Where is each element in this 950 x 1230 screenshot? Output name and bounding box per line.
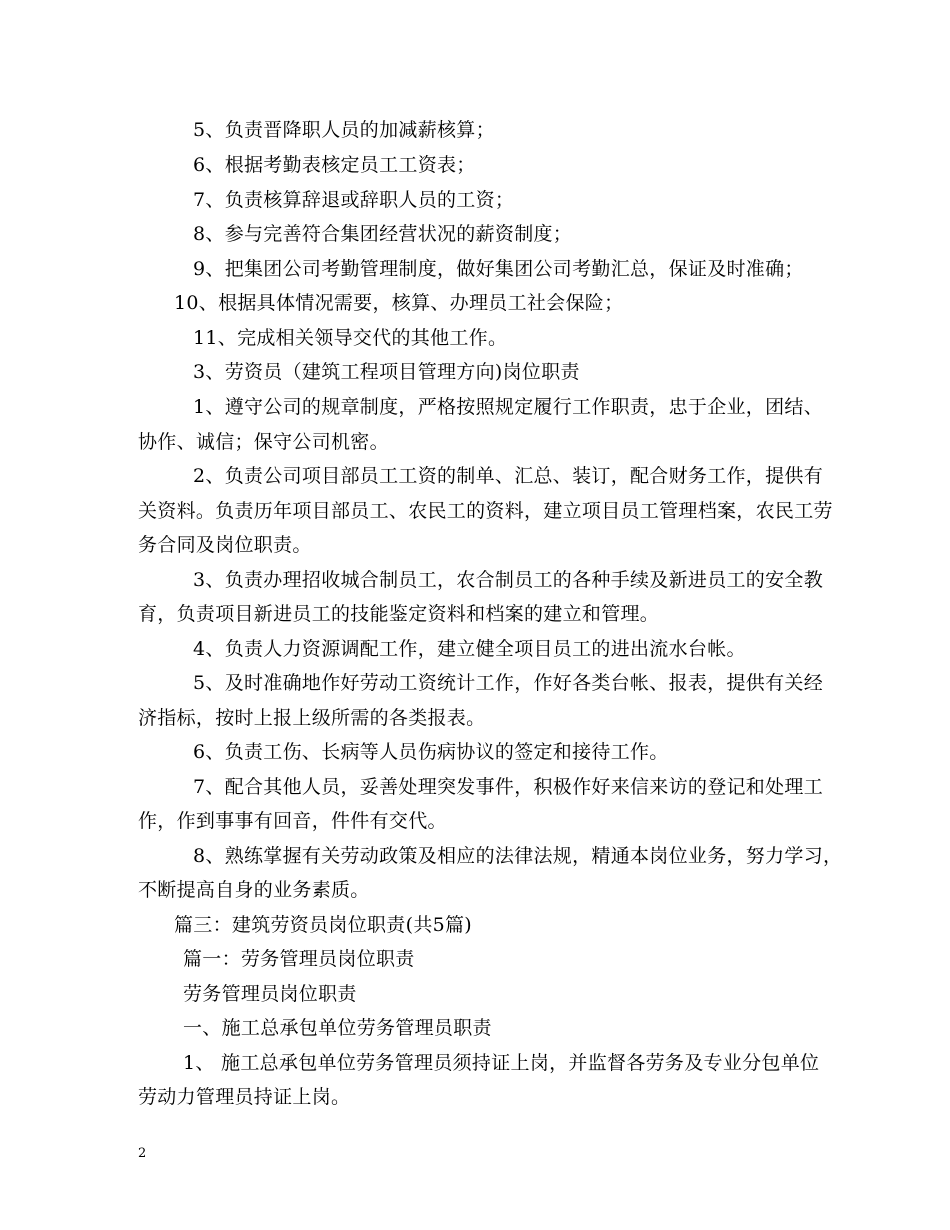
text-line: 1、 施工总承包单位劳务管理员须持证上岗，并监督各劳务及专业分包单位 — [183, 1052, 820, 1074]
section-heading: 劳务管理员岗位职责 — [183, 983, 357, 1005]
text-line: 作，作到事事有回音，件件有交代。 — [138, 810, 447, 832]
text-line: 协作、诚信；保守公司机密。 — [138, 431, 389, 453]
text-line: 10、根据具体情况需要，核算、办理员工社会保险； — [174, 292, 624, 314]
text-line: 2、负责公司项目部员工工资的制单、汇总、装订，配合财务工作，提供有 — [193, 465, 823, 487]
section-heading: 篇一：劳务管理员岗位职责 — [183, 948, 415, 970]
text-line: 育，负责项目新进员工的技能鉴定资料和档案的建立和管理。 — [138, 603, 660, 625]
text-line: 3、负责办理招收城合制员工，农合制员工的各种手续及新进员工的安全教 — [193, 569, 823, 591]
text-line: 1、遵守公司的规章制度，严格按照规定履行工作职责，忠于企业，团结、 — [193, 396, 823, 418]
text-line: 6、负责工伤、长病等人员伤病协议的签定和接待工作。 — [193, 741, 669, 763]
text-line: 7、配合其他人员，妥善处理突发事件，积极作好来信来访的登记和处理工 — [193, 776, 823, 798]
text-line: 不断提高自身的业务素质。 — [138, 879, 370, 901]
section-heading: 3、劳资员（建筑工程项目管理方向)岗位职责 — [193, 361, 580, 383]
page-number: 2 — [138, 1146, 147, 1161]
text-line: 11、完成相关领导交代的其他工作。 — [193, 327, 508, 349]
text-line: 关资料。负责历年项目部员工、农民工的资料，建立项目员工管理档案，农民工劳 — [138, 500, 833, 522]
text-line: 5、负责晋降职人员的加减薪核算； — [193, 119, 495, 141]
section-heading: 一、施工总承包单位劳务管理员职责 — [183, 1017, 492, 1039]
text-line: 8、参与完善符合集团经营状况的薪资制度； — [193, 223, 573, 245]
text-line: 5、及时准确地作好劳动工资统计工作，作好各类台帐、报表，提供有关经 — [193, 672, 823, 694]
text-line: 7、负责核算辞退或辞职人员的工资； — [193, 189, 515, 211]
text-line: 9、把集团公司考勤管理制度，做好集团公司考勤汇总，保证及时准确； — [193, 258, 804, 280]
text-line: 济指标，按时上报上级所需的各类报表。 — [138, 707, 486, 729]
text-line: 劳动力管理员持证上岗。 — [138, 1086, 351, 1108]
text-line: 6、根据考勤表核定员工工资表； — [193, 154, 476, 176]
text-line: 8、熟练掌握有关劳动政策及相应的法律法规，精通本岗位业务，努力学习， — [193, 845, 843, 867]
section-heading: 篇三：建筑劳资员岗位职责(共5篇) — [174, 914, 473, 936]
text-line: 务合同及岗位职责。 — [138, 534, 312, 556]
text-line: 4、负责人力资源调配工作，建立健全项目员工的进出流水台帐。 — [193, 638, 746, 660]
